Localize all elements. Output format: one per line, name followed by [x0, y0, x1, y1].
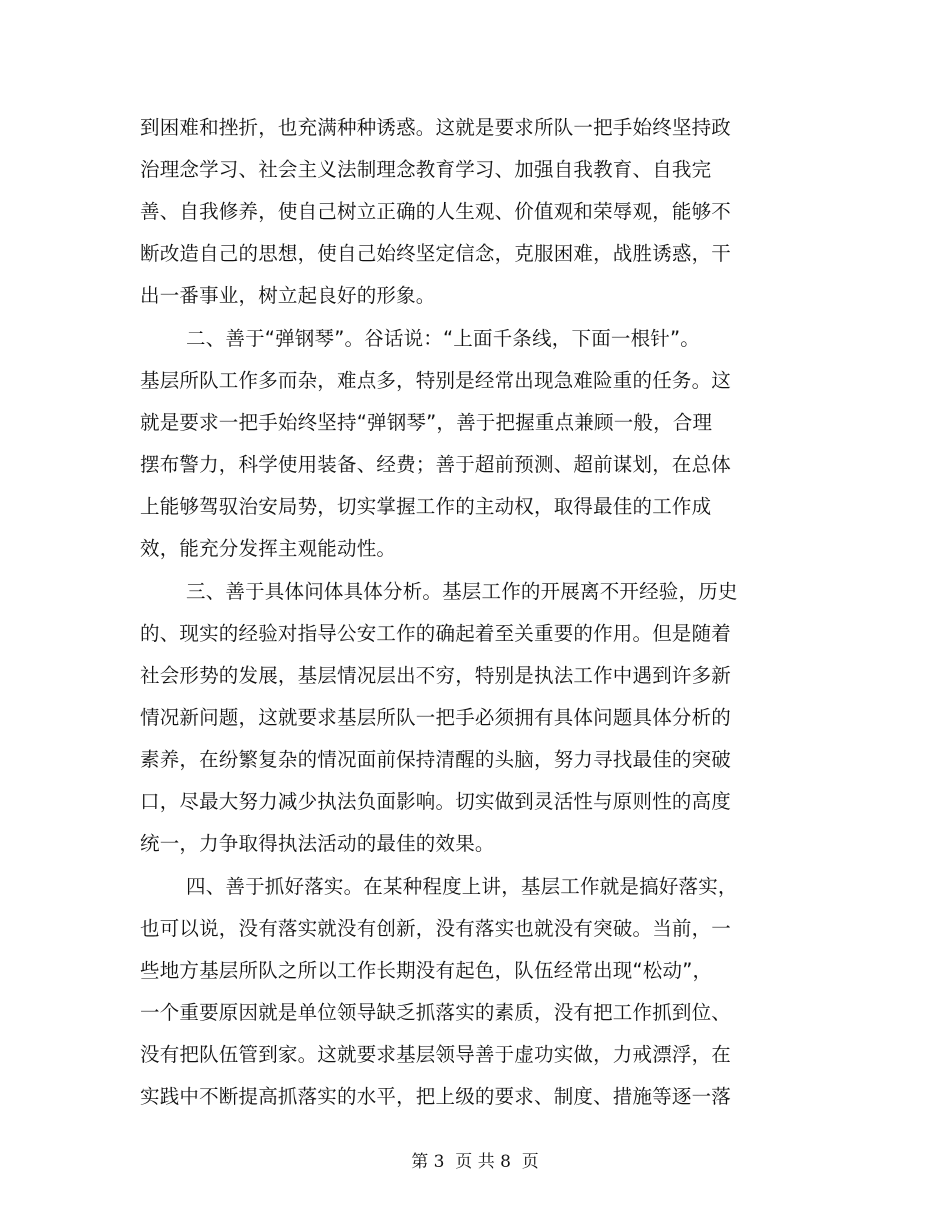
paragraph-heading-3: 三、善于具体问体具体分析。基层工作的开展离不开经验，历史 — [186, 580, 738, 603]
text-line: 的、现实的经验对指导公安工作的确起着至关重要的作用。但是随着 — [140, 622, 732, 645]
text-line: 断改造自己的思想，使自己始终坚定信念，克服困难，战胜诱惑，干 — [140, 242, 732, 265]
text-line: 善、自我修养，使自己树立正确的人生观、价值观和荣辱观，能够不 — [140, 200, 732, 223]
text-line: 出一番事业，树立起良好的形象。 — [140, 284, 436, 307]
text-line: 就是要求一把手始终坚持“弹钢琴”，善于把握重点兼顾一般，合理 — [140, 411, 713, 434]
text-line: 治理念学习、社会主义法制理念教育学习、加强自我教育、自我完 — [140, 158, 712, 181]
text-line: 些地方基层所队之所以工作长期没有起色，队伍经常出现“松动”， — [140, 959, 713, 982]
text-line: 素养，在纷繁复杂的情况面前保持清醒的头脑，努力寻找最佳的突破 — [140, 748, 732, 771]
text-line: 也可以说，没有落实就没有创新，没有落实也就没有突破。当前，一 — [140, 917, 732, 940]
text-line: 情况新问题，这就要求基层所队一把手必须拥有具体问题具体分析的 — [140, 706, 732, 729]
text-line: 实践中不断提高抓落实的水平，把上级的要求、制度、措施等逐一落 — [140, 1085, 732, 1108]
text-line: 摆布警力，科学使用装备、经费；善于超前预测、超前谋划，在总体 — [140, 453, 732, 476]
text-line: 效，能充分发挥主观能动性。 — [140, 537, 397, 560]
text-line: 一个重要原因就是单位领导缺乏抓落实的素质，没有把工作抓到位、 — [140, 1001, 732, 1024]
text-line: 口，尽最大努力减少执法负面影响。切实做到灵活性与原则性的高度 — [140, 790, 732, 813]
text-line: 统一，力争取得执法活动的最佳的效果。 — [140, 832, 495, 855]
text-line: 到困难和挫折，也充满种种诱惑。这就是要求所队一把手始终坚持政 — [140, 116, 732, 139]
text-line: 社会形势的发展，基层情况层出不穷，特别是执法工作中遇到许多新 — [140, 664, 732, 687]
text-line: 基层所队工作多而杂，难点多，特别是经常出现急难险重的任务。这 — [140, 369, 732, 392]
paragraph-heading-4: 四、善于抓好落实。在某种程度上讲，基层工作就是搞好落实， — [186, 875, 738, 898]
paragraph-heading-2: 二、善于“弹钢琴”。谷话说：“上面千条线，下面一根针”。 — [186, 327, 701, 350]
text-line: 上能够驾驭治安局势，切实掌握工作的主动权，取得最佳的工作成 — [140, 495, 712, 518]
text-line: 没有把队伍管到家。这就要求基层领导善于虚功实做，力戒漂浮，在 — [140, 1043, 732, 1066]
page-footer: 第 3 页 共 8 页 — [411, 1152, 539, 1172]
